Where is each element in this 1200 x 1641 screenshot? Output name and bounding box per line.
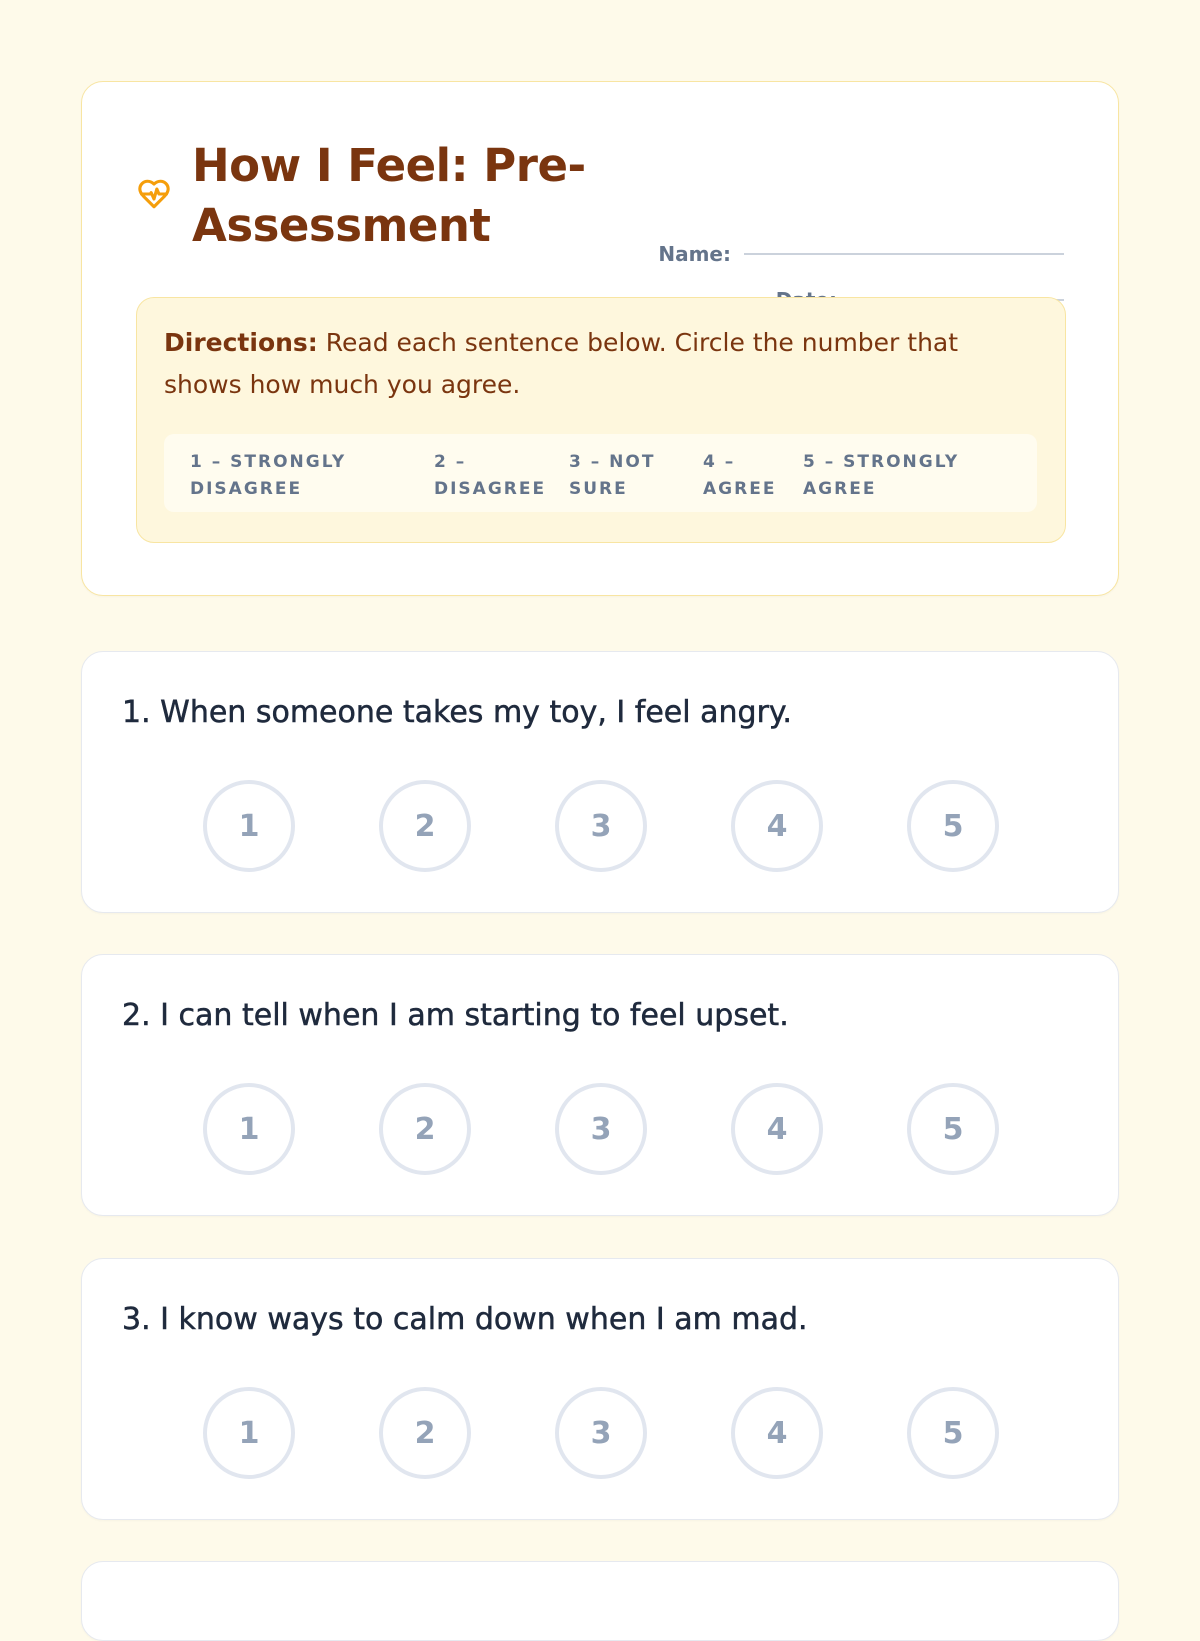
rating-option-3[interactable]: 3 (555, 1083, 647, 1175)
rating-option-1[interactable]: 1 (203, 1083, 295, 1175)
question-card-4-partial (81, 1561, 1119, 1641)
rating-option-4[interactable]: 4 (731, 780, 823, 872)
scale-item-4: 4 – AGREE (703, 452, 777, 499)
rating-option-5[interactable]: 5 (907, 1387, 999, 1479)
question-text-2: 2. I can tell when I am starting to feel upset. (122, 998, 789, 1033)
rating-option-3[interactable]: 3 (555, 1387, 647, 1479)
rating-scale-legend (164, 434, 1037, 512)
scale-item-2: 2 – DISAGREE (434, 452, 547, 499)
directions-text (164, 322, 1024, 406)
rating-option-4[interactable]: 4 (731, 1387, 823, 1479)
question-text-1: 1. When someone takes my toy, I feel angry. (122, 695, 792, 730)
rating-option-1[interactable]: 1 (203, 1387, 295, 1479)
heart-pulse-icon (136, 177, 172, 211)
rating-options-3 (82, 1387, 1118, 1479)
name-label: Name: (658, 242, 731, 266)
directions-label: Directions: (164, 328, 318, 357)
question-card-1 (81, 651, 1119, 913)
question-card-2 (81, 954, 1119, 1216)
page-title: How I Feel: Pre-Assessment (192, 139, 586, 252)
rating-option-2[interactable]: 2 (379, 780, 471, 872)
rating-option-3[interactable]: 3 (555, 780, 647, 872)
scale-item-3: 3 – NOT SURE (569, 452, 656, 499)
rating-option-2[interactable]: 2 (379, 1387, 471, 1479)
worksheet-header-card (81, 81, 1119, 596)
name-field (658, 242, 1064, 266)
name-blank-line[interactable] (744, 253, 1064, 255)
directions-body: Read each sentence below. Circle the number that shows how much you agree. (164, 328, 959, 399)
rating-option-5[interactable]: 5 (907, 1083, 999, 1175)
rating-options-1 (82, 780, 1118, 872)
scale-item-5: 5 – STRONGLY AGREE (803, 452, 960, 499)
rating-option-1[interactable]: 1 (203, 780, 295, 872)
rating-options-2 (82, 1083, 1118, 1175)
directions-box (136, 297, 1066, 543)
rating-option-4[interactable]: 4 (731, 1083, 823, 1175)
scale-item-1: 1 – STRONGLY DISAGREE (190, 452, 347, 499)
rating-option-2[interactable]: 2 (379, 1083, 471, 1175)
question-text-3: 3. I know ways to calm down when I am mad. (122, 1302, 808, 1337)
question-card-3 (81, 1258, 1119, 1520)
rating-option-5[interactable]: 5 (907, 780, 999, 872)
